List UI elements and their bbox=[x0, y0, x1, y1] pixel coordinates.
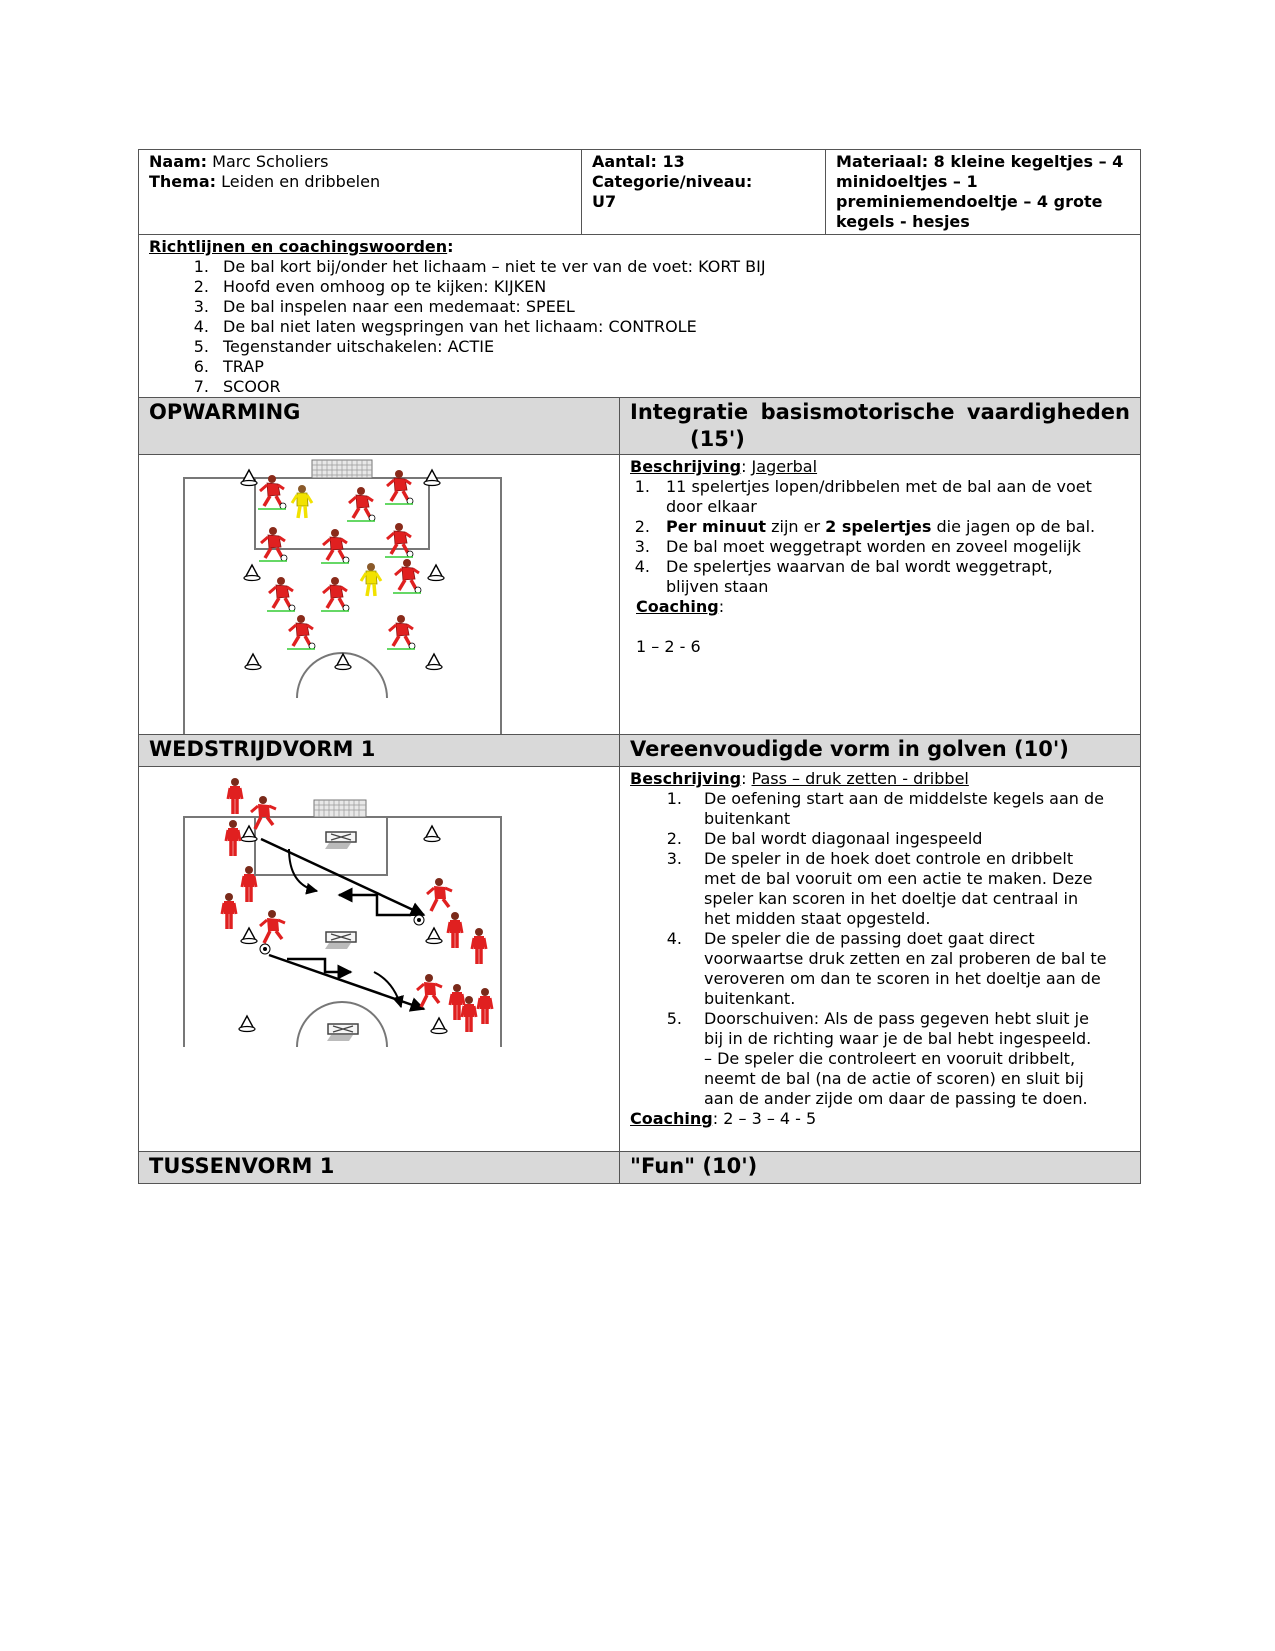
section2-header bbox=[139, 735, 1141, 767]
section1-list bbox=[630, 477, 1130, 597]
list-item: 5. Doorschuiven: Als de pass gegeven hebt sluit je bij in de richting waar je de bal hebt ingespeeld. – De speler die controleert en vooruit dribbelt, neemt de bal (na de actie of scoren) en sluit bij aan de ander zijde om daar de passing te doen. bbox=[666, 1009, 1092, 1108]
categorie-value: U7 bbox=[592, 192, 617, 211]
section3-header bbox=[139, 1152, 1141, 1184]
list-item: 3. De speler in de hoek doet controle en dribbelt met de bal vooruit om een actie te maken. Deze speler kan scoren in het doeltje dat centraal in het midden staat opgesteld. bbox=[666, 849, 1093, 928]
training-table bbox=[138, 149, 1141, 1184]
passing-field-diagram bbox=[139, 767, 619, 1057]
list-item: 6. TRAP bbox=[193, 357, 264, 376]
section3-subtitle: "Fun" (10') bbox=[620, 1152, 1141, 1184]
section2-beschrijving: Beschrijving: Pass – druk zetten - dribbel bbox=[630, 769, 969, 788]
guidelines-title: Richtlijnen en coachingswoorden: bbox=[149, 237, 454, 256]
section1-coaching-value: 1 – 2 - 6 bbox=[636, 637, 701, 656]
categorie-label: Categorie/niveau: bbox=[592, 172, 753, 191]
section2-subtitle: Vereenvoudigde vorm in golven (10') bbox=[620, 735, 1141, 767]
section1-title: OPWARMING bbox=[139, 398, 620, 455]
list-item: 4. De speler die de passing doet gaat direct voorwaartse druk zetten en zal proberen de bal te veroveren om dan te scoren in het doeltje aan de buitenkant. bbox=[666, 929, 1107, 1008]
document-page bbox=[138, 149, 1140, 1184]
section2-title: WEDSTRIJDVORM 1 bbox=[139, 735, 620, 767]
list-item: 2. Hoofd even omhoog op te kijken: KIJKEN bbox=[193, 277, 547, 296]
section1-content bbox=[139, 455, 1141, 735]
list-item: 4. De bal niet laten wegspringen van het lichaam: CONTROLE bbox=[193, 317, 697, 336]
section1-subtitle: Integratie basismotorische vaardigheden bbox=[630, 400, 1131, 424]
guidelines-list bbox=[149, 257, 1130, 397]
aantal: Aantal: 13 bbox=[592, 152, 685, 171]
warmup-field-diagram bbox=[139, 455, 619, 734]
section1-duration: (15') bbox=[690, 427, 745, 451]
list-item: 1. De bal kort bij/onder het lichaam – niet te ver van de voet: KORT BIJ bbox=[193, 257, 766, 276]
list-item: 7. SCOOR bbox=[193, 377, 281, 396]
list-item: 5. Tegenstander uitschakelen: ACTIE bbox=[193, 337, 495, 356]
section2-coaching: Coaching: 2 – 3 – 4 - 5 bbox=[630, 1109, 817, 1128]
section1-header bbox=[139, 398, 1141, 455]
thema-line: Thema: Leiden en dribbelen bbox=[149, 172, 381, 191]
naam-line: Naam: Marc Scholiers bbox=[149, 152, 329, 171]
list-item: 4. De spelertjes waarvan de bal wordt weggetrapt, blijven staan bbox=[634, 557, 1053, 596]
materiaal: Materiaal: 8 kleine kegeltjes – 4 minidoeltjes – 1 preminiemendoeltje – 4 grote kegels - hesjes bbox=[826, 150, 1141, 235]
section1-coaching: Coaching: bbox=[636, 597, 725, 616]
list-item: 1. De oefening start aan de middelste kegels aan de buitenkant bbox=[666, 789, 1105, 828]
section1-beschrijving: Beschrijving: Jagerbal bbox=[630, 457, 818, 476]
list-item: 3. De bal inspelen naar een medemaat: SPEEL bbox=[193, 297, 575, 316]
header-row bbox=[139, 150, 1141, 235]
section2-content bbox=[139, 767, 1141, 1152]
list-item: 2. De bal wordt diagonaal ingespeeld bbox=[666, 829, 983, 848]
list-item: 1. 11 spelertjes lopen/dribbelen met de bal aan de voet door elkaar bbox=[634, 477, 1092, 516]
section3-title: TUSSENVORM 1 bbox=[139, 1152, 620, 1184]
guidelines-row bbox=[139, 235, 1141, 398]
list-item: 3. De bal moet weggetrapt worden en zoveel mogelijk bbox=[634, 537, 1081, 556]
list-item: 2. Per minuut zijn er 2 spelertjes die jagen op de bal. bbox=[634, 517, 1096, 536]
section2-list bbox=[630, 789, 1130, 1109]
